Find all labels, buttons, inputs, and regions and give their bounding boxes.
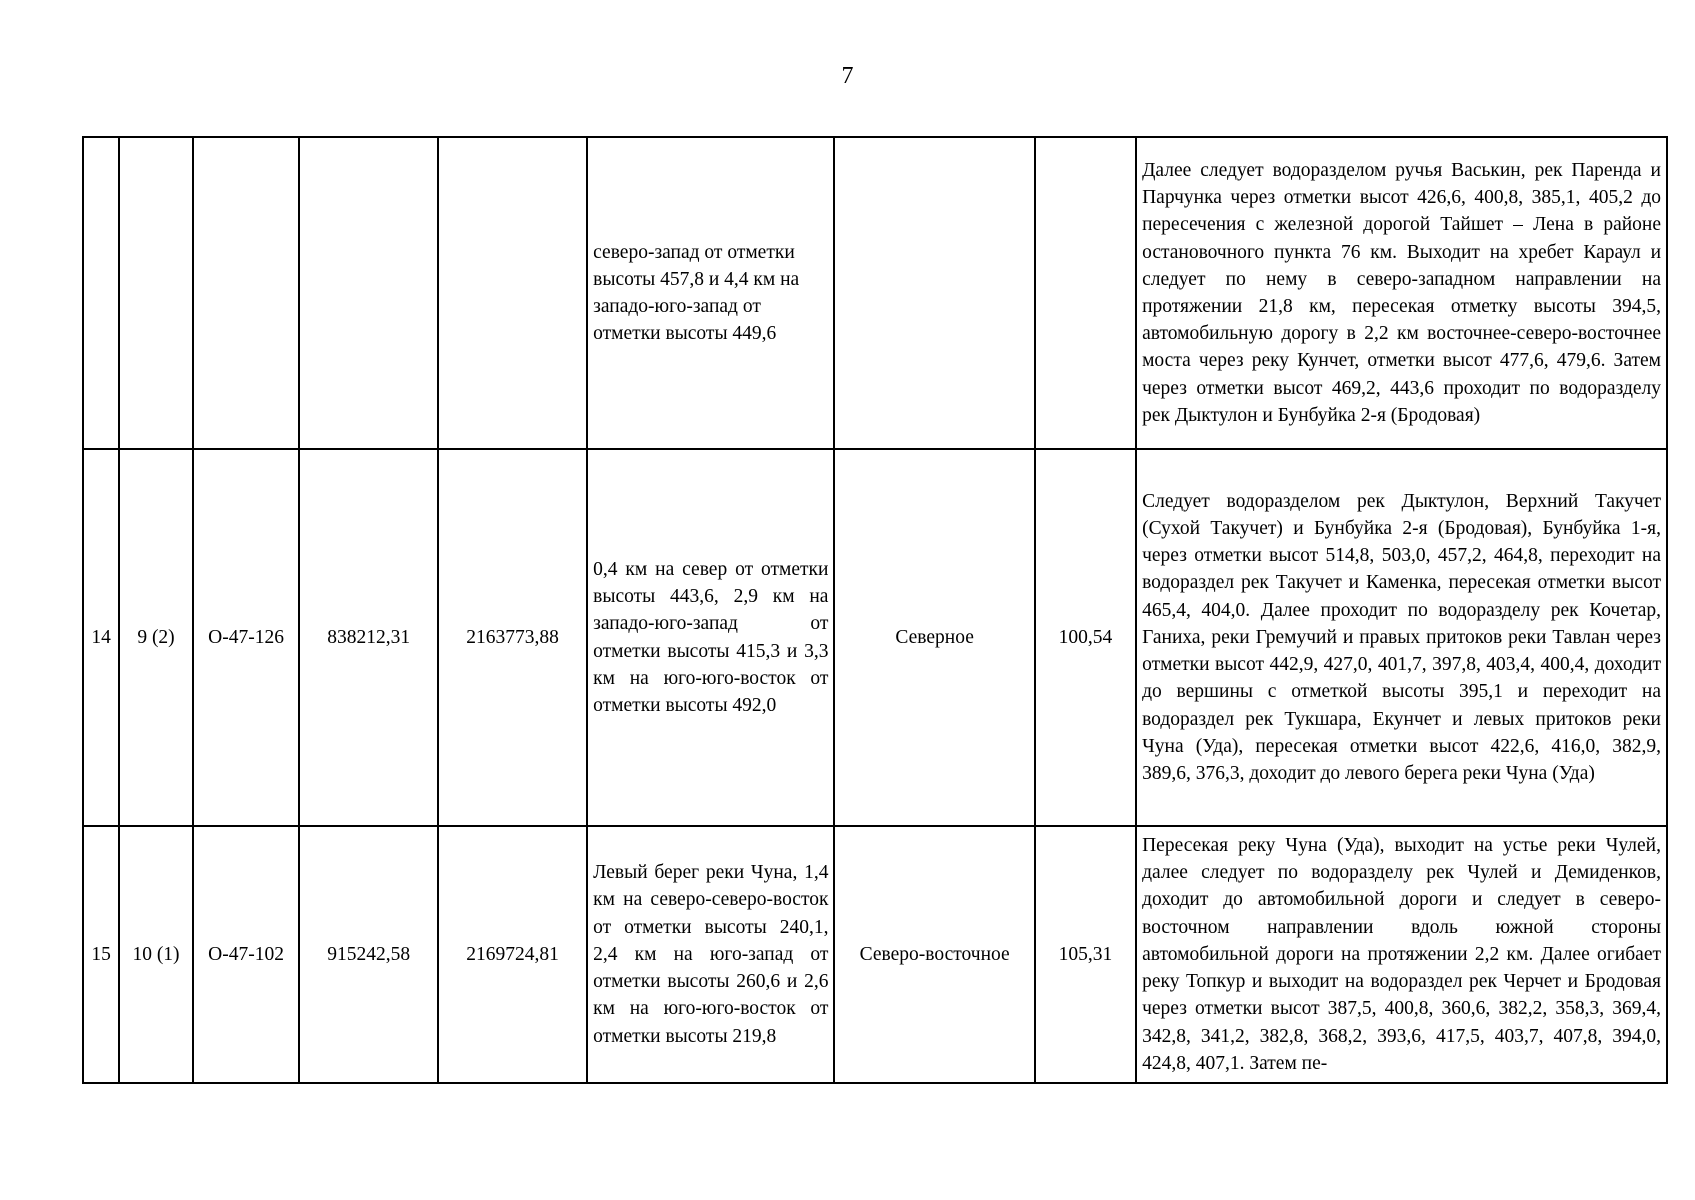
direction-cell [834, 137, 1034, 449]
boundary-table [82, 136, 1668, 1084]
point-number-cell: 9 (2) [119, 449, 193, 826]
row-number-cell [83, 137, 119, 449]
point-number-cell [119, 137, 193, 449]
row-number-cell: 14 [83, 449, 119, 826]
y-coordinate-cell [438, 137, 587, 449]
y-coordinate-cell: 2169724,81 [438, 826, 587, 1083]
map-sheet-cell [193, 137, 300, 449]
distance-cell: 100,54 [1035, 449, 1136, 826]
x-coordinate-cell: 838212,31 [299, 449, 438, 826]
map-sheet-cell: О-47-102 [193, 826, 300, 1083]
point-location-cell: северо-запад от отметки высоты 457,8 и 4,4 км на западо-юго-запад от отметки высоты 449,6 [587, 137, 834, 449]
x-coordinate-cell [299, 137, 438, 449]
boundary-description-cell: Пересекая реку Чуна (Уда), выходит на устье реки Чулей, далее следует по водоразделу рек Чулей и Демиденков, доходит до автомобильной дороги и следует в северо-восточном направлении вдоль южной стороны автомобильной дороги на протяжении 2,2 км. Далее огибает реку Топкур и выходит на водораздел рек Черчет и Бродовая через отметки высот 387,5, 400,8, 360,6, 382,2, 358,3, 369,4, 342,8, 341,2, 382,8, 368,2, 393,6, 417,5, 403,7, 407,8, 394,0, 424,8, 407,1. Затем пе- [1136, 826, 1667, 1083]
table-row [83, 137, 1667, 449]
map-sheet-cell: О-47-126 [193, 449, 300, 826]
y-coordinate-cell: 2163773,88 [438, 449, 587, 826]
distance-cell [1035, 137, 1136, 449]
page-number: 7 [841, 63, 854, 89]
table-row [83, 449, 1667, 826]
point-location-cell: 0,4 км на север от отметки высоты 443,6, 2,9 км на западо-юго-запад от отметки высоты 415,3 и 3,3 км на юго-юго-восток от отметки высоты 492,0 [587, 449, 834, 826]
table-row [83, 826, 1667, 1083]
row-number-cell: 15 [83, 826, 119, 1083]
x-coordinate-cell: 915242,58 [299, 826, 438, 1083]
boundary-description-cell: Далее следует водоразделом ручья Васькин, рек Паренда и Парчунка через отметки высот 426,6, 400,8, 385,1, 405,2 до пересечения с железной дорогой Тайшет – Лена в районе остановочного пункта 76 км. Выходит на хребет Караул и следует по нему в северо-западном направлении на протяжении 21,8 км, пересекая отметку высоты 394,5, автомобильную дорогу в 2,2 км восточнее-северо-восточнее моста через реку Кунчет, отметки высот 477,6, 479,6. Затем через отметки высот 469,2, 443,6 проходит по водоразделу рек Дыктулон и Бунбуйка 2-я (Бродовая) [1136, 137, 1667, 449]
point-location-cell: Левый берег реки Чуна, 1,4 км на северо-северо-восток от отметки высоты 240,1, 2,4 км на юго-запад от отметки высоты 260,6 и 2,6 км на юго-юго-восток от отметки высоты 219,8 [587, 826, 834, 1083]
direction-cell: Северное [834, 449, 1034, 826]
direction-cell: Северо-восточное [834, 826, 1034, 1083]
point-number-cell: 10 (1) [119, 826, 193, 1083]
distance-cell: 105,31 [1035, 826, 1136, 1083]
boundary-description-cell: Следует водоразделом рек Дыктулон, Верхний Такучет (Сухой Такучет) и Бунбуйка 2-я (Бродовая), Бунбуйка 1-я, через отметки высот 514,8, 503,0, 457,2, 464,8, переходит на водораздел рек Такучет и Каменка, пересекая отметки высот 465,4, 404,0. Далее проходит по водоразделу рек Кочетар, Ганиха, реки Гремучий и правых притоков реки Тавлан через отметки высот 442,9, 427,0, 401,7, 397,8, 403,4, 400,4, доходит до вершины с отметкой высоты 395,1 и переходит на водораздел рек Тукшара, Екунчет и левых притоков реки Чуна (Уда), пересекая отметки высот 422,6, 416,0, 382,9, 389,6, 376,3, доходит до левого берега реки Чуна (Уда) [1136, 449, 1667, 826]
